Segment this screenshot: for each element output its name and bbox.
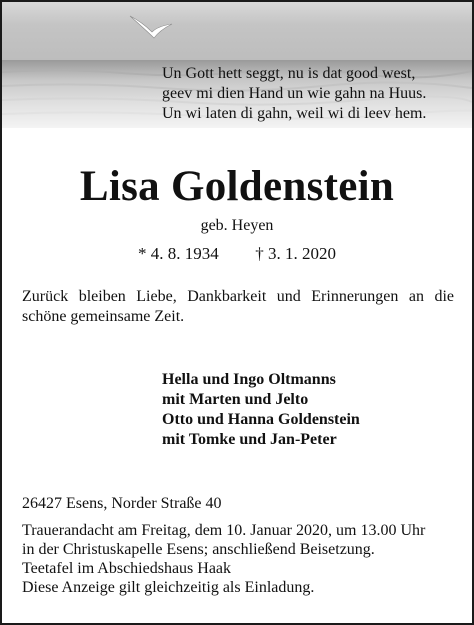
service-line: Trauerandacht am Freitag, dem 10. Januar 2020, um 13.00 Uhr: [22, 522, 426, 539]
life-dates: [0, 244, 474, 264]
mourner-line: Otto und Hanna Goldenstein: [162, 411, 360, 428]
family-address: 26427 Esens, Norder Straße 40: [22, 495, 222, 512]
service-info: [22, 521, 462, 597]
mourner-line: mit Tomke und Jan-Peter: [162, 431, 337, 448]
poem-line: Un wi laten di gahn, weil wi di leev hem.: [162, 105, 427, 122]
mourners-list: [162, 370, 462, 450]
poem-line: geev mi dien Hand un wie gahn na Huus.: [162, 85, 427, 102]
birth-date: * 4. 8. 1934: [138, 244, 219, 263]
death-date: † 3. 1. 2020: [255, 244, 336, 263]
deceased-name: Lisa Goldenstein: [79, 163, 395, 210]
mourner-line: Hella und Ingo Oltmanns: [162, 371, 336, 388]
mourner-line: mit Marten und Jelto: [162, 391, 309, 408]
memory-text: Zurück bleiben Liebe, Dankbarkeit und Erinnerungen an die schöne gemeinsame Zeit.: [22, 288, 454, 325]
maiden-name: geb. Heyen: [200, 217, 274, 234]
poem-line: Un Gott hett seggt, nu is dat good west,: [162, 65, 416, 82]
service-line: Diese Anzeige gilt gleichzeitig als Einladung.: [22, 579, 315, 596]
service-line: Teetafel im Abschiedshaus Haak: [22, 560, 232, 577]
poem-block: [162, 64, 462, 124]
service-line: in der Christuskapelle Esens; anschließend Beisetzung.: [22, 541, 375, 558]
